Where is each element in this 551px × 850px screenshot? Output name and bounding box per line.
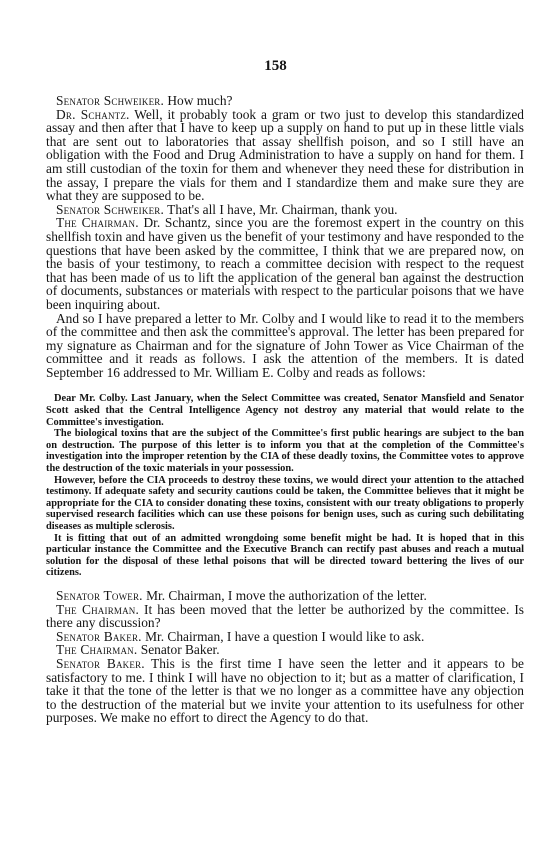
paragraph-baker-question — [46, 630, 524, 644]
paragraph-schweiker-question — [46, 94, 524, 108]
letter-paragraph: The biological toxins that are the subject of the Committee's first public hearings are subject to the ban on destruction. The purpose of this letter is to inform you that at the completion of the Committee's investigation into the improper retention by the CIA of these deadly toxins, the Committee votes to approve the destruction of the toxic materials in your possession. — [46, 428, 524, 475]
paragraph-text: Dr. Schantz, since you are the foremost expert in the country on this shellfish toxin and have given us the benefit of your testimony and have responded to the questions that have been asked by the committee, I think that we are prepared now, on the basis of your testimony, to reach a committee decision with respect to the request that has been made of us to lift the application of the general ban against the destruction of documents, substances or materials with respect to the particular poisons that we have been inquiring about. — [46, 215, 524, 312]
paragraph-text: That's all I have, Mr. Chairman, thank you. — [164, 201, 398, 217]
testimony-bottom — [46, 589, 524, 725]
paragraph-text: Mr. Chairman, I move the authorization of the letter. — [142, 587, 427, 603]
paragraph-chairman-letter-intro — [46, 312, 524, 380]
speaker-name: Senator Baker. — [56, 655, 145, 671]
paragraph-text: Mr. Chairman, I have a question I would like to ask. — [141, 628, 425, 644]
paragraph-text: How much? — [164, 93, 233, 108]
speaker-name: Senator Schweiker. — [56, 93, 165, 108]
letter-paragraph: It is fitting that out of an admitted wrongdoing some benefit might be had. It is hoped that in this particular instance the Committee and the Executive Branch can rectify past abuses and reach a mutual solution for the disposal of these lethal poisons that will be directed toward bettering the lives of our citizens. — [46, 532, 524, 579]
speaker-name: Senator Schweiker. — [56, 201, 165, 217]
speaker-name: Senator Tower. — [56, 587, 143, 603]
paragraph-schantz-answer — [46, 108, 524, 203]
paragraph-text: It has been moved that the letter be authorized by the committee. Is there any discussion? — [46, 601, 524, 631]
paragraph-text: This is the first time I have seen the letter and it appears to be satisfactory to me. I think I will have no objection to it; but as a matter of clarification, I take it that the tone of the letter is that we no longer as a committee have any objection to the destruction of the material but we invite your attention to its usefulness for other purposes. We make no effort to direct the Agency to do that. — [46, 655, 524, 726]
speaker-name: Senator Baker. — [56, 628, 142, 644]
speaker-name: The Chairman. — [56, 642, 138, 658]
paragraph-chairman-recognition — [46, 643, 524, 657]
letter-paragraph: Dear Mr. Colby. Last January, when the Select Committee was created, Senator Mansfield and Senator Scott asked that the Central Intelligence Agency not destroy any material that would relate to the Committee's investigation. — [46, 393, 524, 428]
letter-to-colby — [46, 393, 524, 579]
paragraph-chairman-statement — [46, 216, 524, 311]
letter-paragraph: However, before the CIA proceeds to destroy these toxins, we would direct your attention to the attached testimony. If adequate safety and security cautions could be taken, the Committee believes that it might be appropriate for the CIA to consider donating these toxins, consistent with our treaty obligations to properly supervised research facilities which can use these poisons for benign uses, such as curing such debilitating diseases as multiple sclerosis. — [46, 474, 524, 532]
page-body — [46, 94, 524, 725]
speaker-name: The Chairman. — [56, 601, 140, 617]
paragraph-baker-clarification — [46, 657, 524, 725]
paragraph-text: And so I have prepared a letter to Mr. Colby and I would like to read it to the members of the committee and then ask the committee's approval. The letter has been prepared for my signature as Chairman and for the signature of John Tower as Vice Chairman of the committee and it reads as follows. I ask the attention of the members. It is dated September 16 addressed to Mr. William E. Colby and reads as follows: — [46, 310, 524, 380]
speaker-name: Dr. Schantz. — [56, 106, 130, 122]
paragraph-schweiker-thanks — [46, 203, 524, 217]
paragraph-text: Senator Baker. — [137, 642, 220, 658]
testimony-top — [46, 94, 524, 379]
paragraph-text: Well, it probably took a gram or two just to develop this standardized assay and then after that I have to keep up a supply on hand to put up in these little vials that are sent out to laboratories that assay shellfish poison, and so I still have an obligation with the Food and Drug Administration to have a supply on hand for them. I am still custodian of the toxin for them and whenever they need these for distribution in the assay, I prepare the vials for them and I standardize them and make sure they are what they are supposed to be. — [46, 106, 524, 204]
speaker-name: The Chairman. — [56, 215, 139, 231]
page-number: 158 — [264, 58, 287, 74]
paragraph-tower-motion — [46, 589, 524, 603]
paragraph-chairman-discussion — [46, 603, 524, 630]
